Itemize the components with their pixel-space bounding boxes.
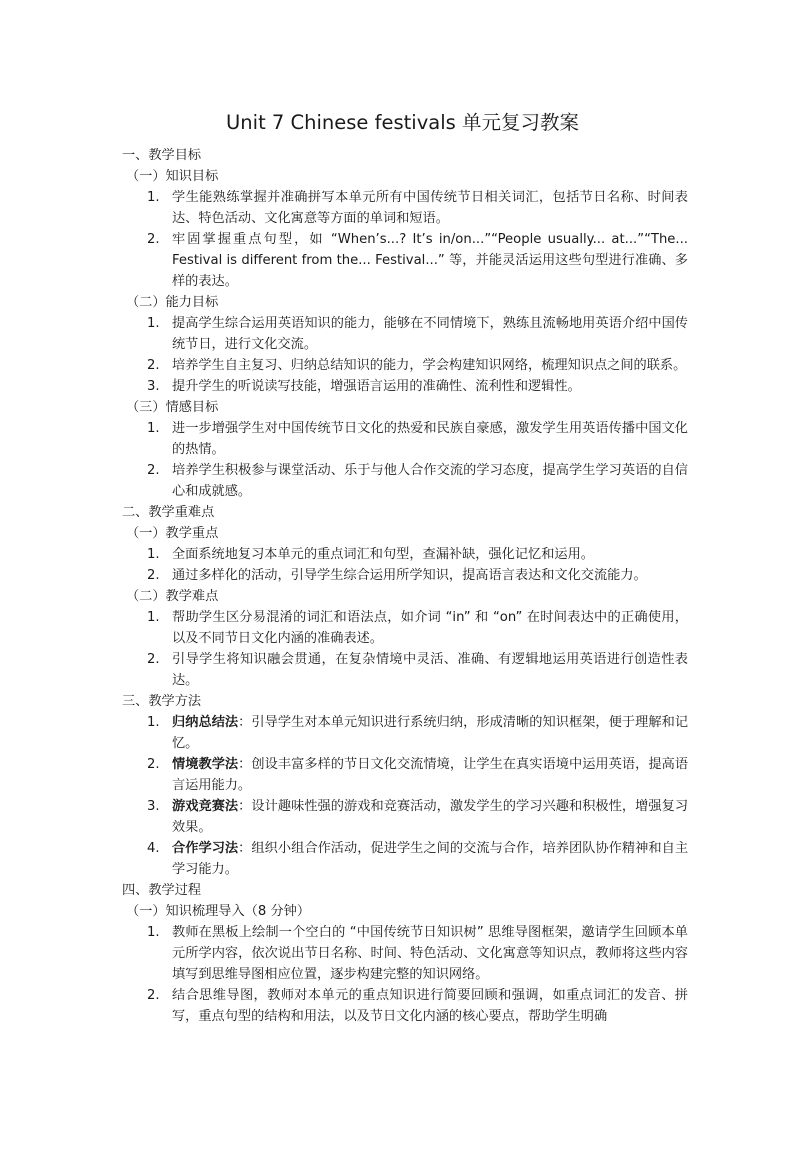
list-item <box>122 754 688 796</box>
list-item <box>122 712 688 754</box>
list-item <box>122 796 688 838</box>
list-item <box>122 565 688 586</box>
subsection-heading-ability: （二）能力目标 <box>126 295 219 310</box>
list-text <box>172 838 688 880</box>
list-item <box>122 607 688 649</box>
list-item <box>122 418 688 460</box>
list-number: 2. <box>147 358 160 373</box>
list-number: 4. <box>147 841 160 856</box>
list-text: 培养学生积极参与课堂活动、乐于与他人合作交流的学习态度，提高学生学习英语的自信心和成就感。 <box>172 463 688 499</box>
list-item <box>122 355 688 376</box>
list-text <box>172 712 688 754</box>
list-text: 结合思维导图，教师对本单元的重点知识进行简要回顾和强调，如重点词汇的发音、拼写，重点句型的结构和用法，以及节日文化内涵的核心要点，帮助学生明确 <box>172 988 688 1024</box>
list-number: 1. <box>147 925 160 940</box>
list-text <box>172 754 688 796</box>
list-number: 2. <box>147 757 160 772</box>
subsection-heading-emotion: （三）情感目标 <box>126 400 219 415</box>
list-text: 学生能熟练掌握并准确拼写本单元所有中国传统节日相关词汇，包括节日名称、时间表达、特色活动、文化寓意等方面的单词和短语。 <box>172 190 688 226</box>
list-number: 3. <box>147 379 160 394</box>
document-body <box>122 145 688 1027</box>
list-number: 3. <box>147 799 160 814</box>
list-text: 牢固掌握重点句型，如 “When’s...? It’s in/on...”“People usually... at...”“The... Festival is different from the... Festival...” 等，并能灵活运用这些句型进行准确、多样的表达。 <box>172 232 688 289</box>
list-number: 1. <box>147 547 160 562</box>
list-item <box>122 229 688 292</box>
subsection-heading-knowledge: （一）知识目标 <box>126 169 219 184</box>
list-text: 提高学生综合运用英语知识的能力，能够在不同情境下，熟练且流畅地用英语介绍中国传统节日，进行文化交流。 <box>172 316 688 352</box>
list-number: 1. <box>147 610 160 625</box>
list-item <box>122 838 688 880</box>
list-text: 培养学生自主复习、归纳总结知识的能力，学会构建知识网络，梳理知识点之间的联系。 <box>172 358 687 373</box>
list-number: 2. <box>147 988 160 1003</box>
method-label: 情境教学法 <box>172 757 239 772</box>
method-description: ：组织小组合作活动，促进学生之间的交流与合作，培养团队协作精神和自主学习能力。 <box>172 841 689 877</box>
method-description: ：设计趣味性强的游戏和竞赛活动，激发学生的学习兴趣和积极性，增强复习效果。 <box>172 799 689 835</box>
subsection-heading-focus: （一）教学重点 <box>126 526 219 541</box>
list-item <box>122 649 688 691</box>
method-description: ：创设丰富多样的节日文化交流情境，让学生在真实语境中运用英语，提高语言运用能力。 <box>172 757 689 793</box>
subsection-heading-difficulty: （二）教学难点 <box>126 589 219 604</box>
method-label: 合作学习法 <box>172 841 239 856</box>
list-number: 2. <box>147 652 160 667</box>
list-text: 教师在黑板上绘制一个空白的 “中国传统节日知识树” 思维导图框架，邀请学生回顾本单元所学内容，依次说出节日名称、时间、特色活动、文化寓意等知识点，教师将这些内容填写到思维导图相应位置，逐步构建完整的知识网络。 <box>172 925 688 982</box>
list-number: 2. <box>147 568 160 583</box>
subsection-heading-intro: （一）知识梳理导入（8 分钟） <box>126 904 311 919</box>
list-text <box>172 796 688 838</box>
list-text: 通过多样化的活动，引导学生综合运用所学知识，提高语言表达和文化交流能力。 <box>172 568 647 583</box>
list-item <box>122 922 688 985</box>
list-number: 1. <box>147 421 160 436</box>
method-description: ：引导学生对本单元知识进行系统归纳，形成清晰的知识框架，便于理解和记忆。 <box>172 715 689 751</box>
list-number: 1. <box>147 715 160 730</box>
list-item <box>122 313 688 355</box>
list-number: 1. <box>147 190 160 205</box>
section-heading-objectives: 一、教学目标 <box>122 148 202 163</box>
section-heading-process: 四、教学过程 <box>122 883 202 898</box>
list-item <box>122 544 688 565</box>
section-heading-key-points: 二、教学重难点 <box>122 505 215 520</box>
list-number: 2. <box>147 232 160 247</box>
section-heading-methods: 三、教学方法 <box>122 694 202 709</box>
list-item <box>122 187 688 229</box>
method-label: 游戏竞赛法 <box>172 799 239 814</box>
list-text: 提升学生的听说读写技能，增强语言运用的准确性、流利性和逻辑性。 <box>172 379 581 394</box>
list-item <box>122 376 688 397</box>
list-number: 2. <box>147 463 160 478</box>
list-item <box>122 460 688 502</box>
document-title: Unit 7 Chinese festivals 单元复习教案 <box>226 111 579 134</box>
list-number: 1. <box>147 316 160 331</box>
list-text: 引导学生将知识融会贯通，在复杂情境中灵活、准确、有逻辑地运用英语进行创造性表达。 <box>172 652 688 688</box>
list-item <box>122 985 688 1027</box>
list-text: 进一步增强学生对中国传统节日文化的热爱和民族自豪感，激发学生用英语传播中国文化的热情。 <box>172 421 688 457</box>
method-label: 归纳总结法 <box>172 715 239 730</box>
list-text: 全面系统地复习本单元的重点词汇和句型，查漏补缺，强化记忆和运用。 <box>172 547 594 562</box>
list-text: 帮助学生区分易混淆的词汇和语法点，如介词 “in” 和 “on” 在时间表达中的正确使用，以及不同节日文化内涵的准确表述。 <box>172 610 688 646</box>
